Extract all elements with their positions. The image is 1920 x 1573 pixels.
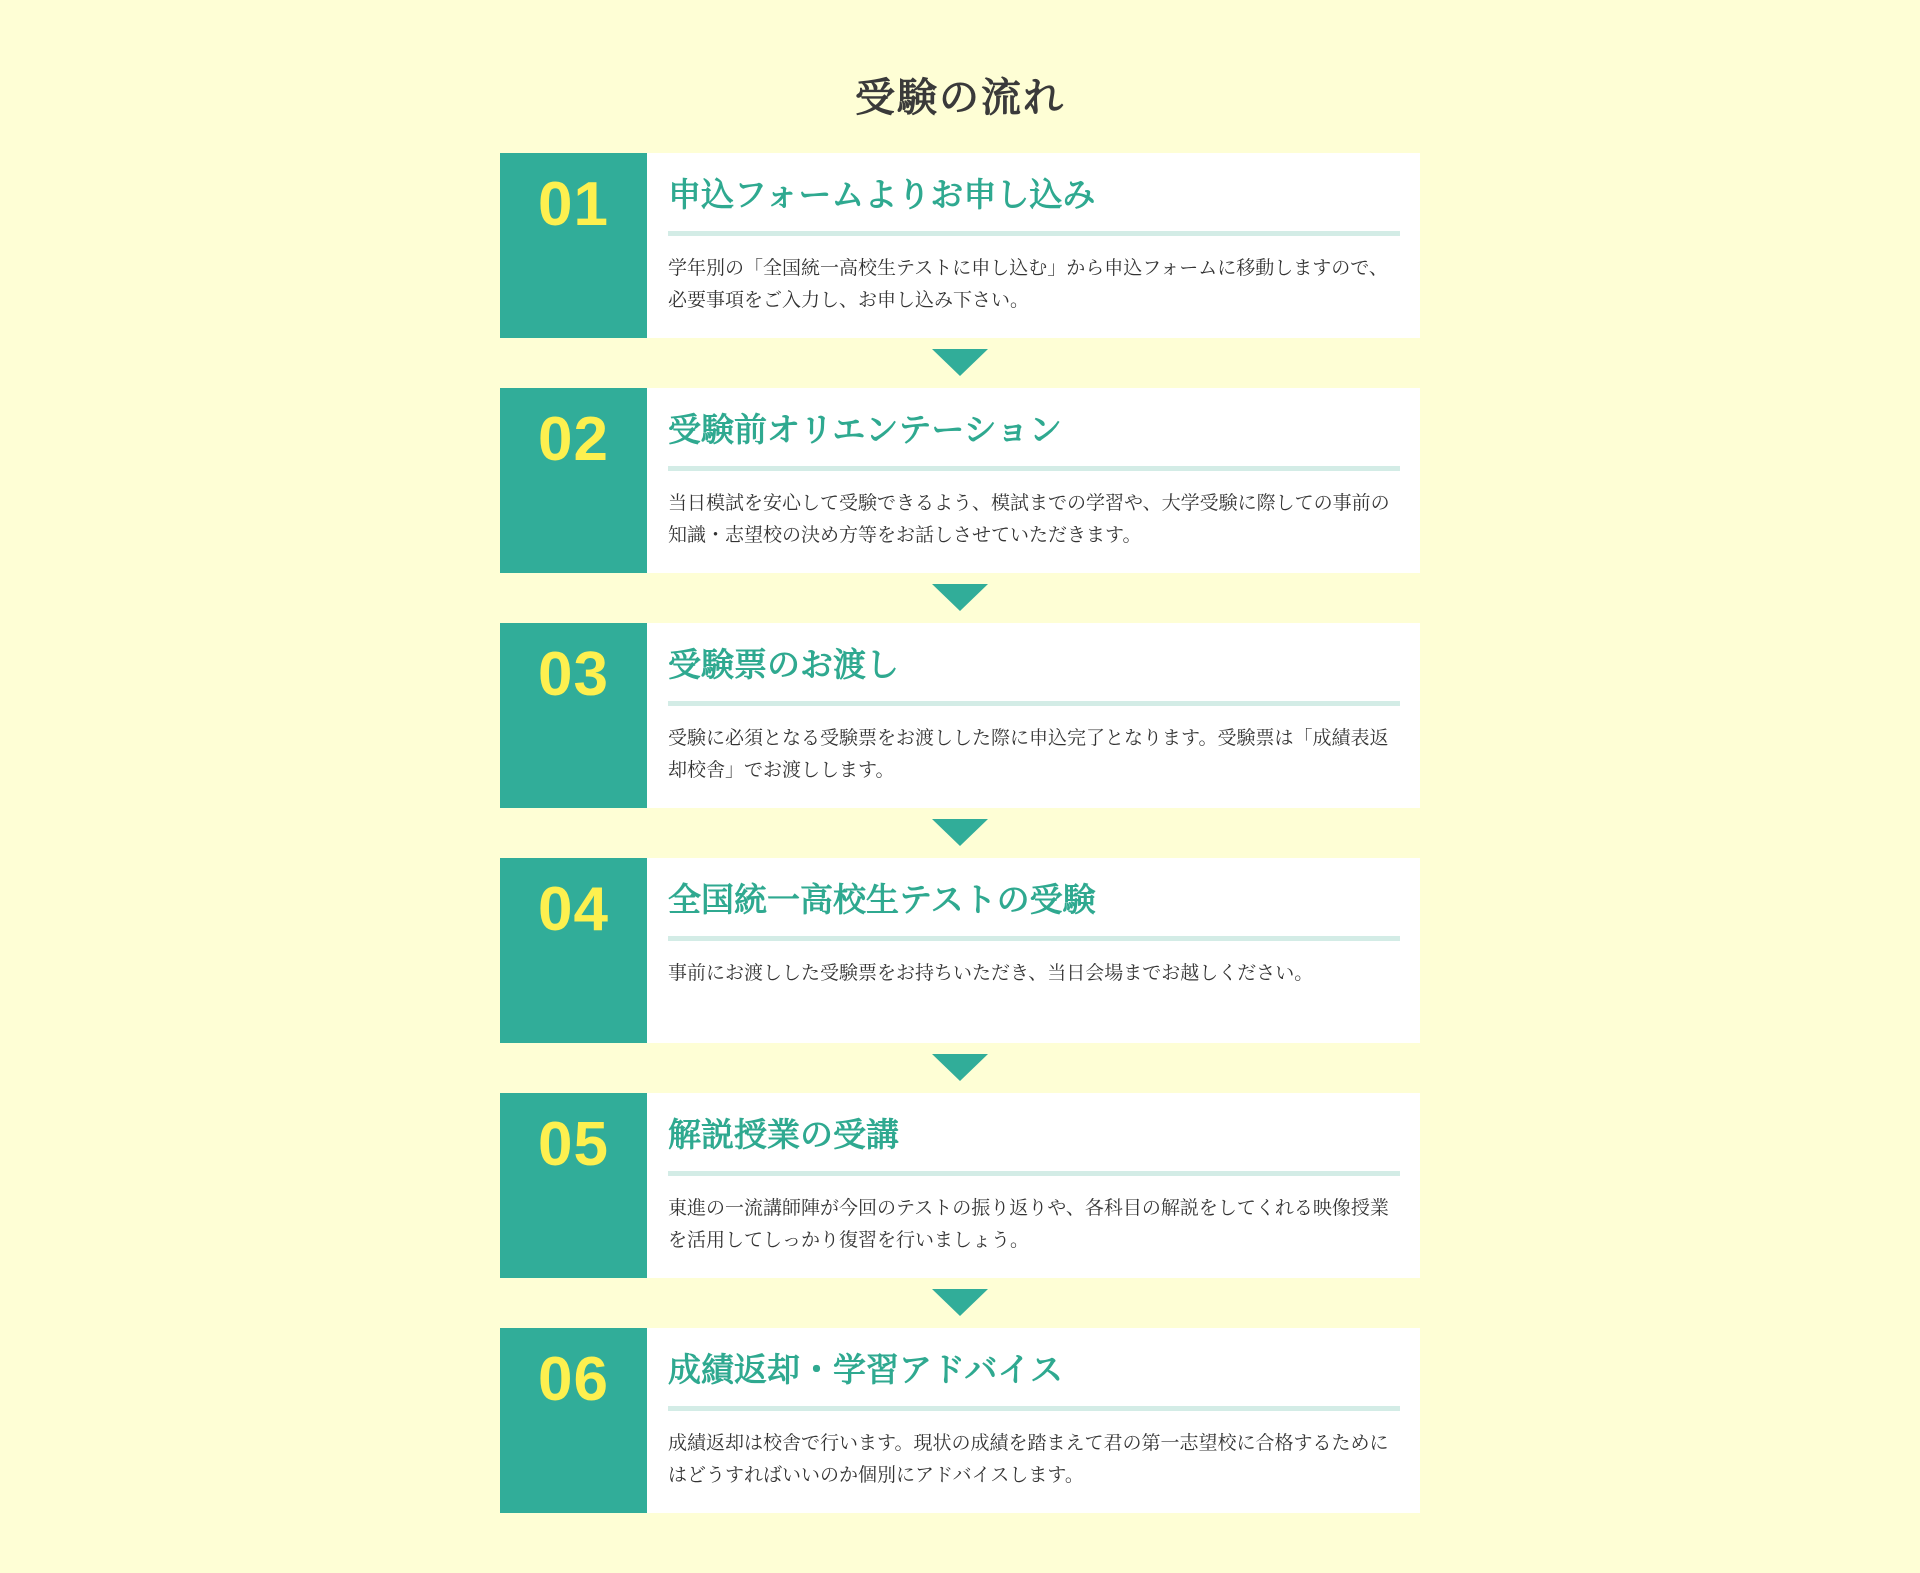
step-number: 02 <box>500 388 647 573</box>
step-body <box>647 153 1420 338</box>
step-number: 01 <box>500 153 647 338</box>
step-card-01 <box>500 153 1420 338</box>
step-description: 東進の一流講師陣が今回のテストの振り返りや、各科目の解説をしてくれる映像授業を活用してしっかり復習を行いましょう。 <box>668 1197 1389 1251</box>
down-arrow-icon <box>932 349 988 376</box>
flow-steps <box>500 153 1420 1513</box>
step-description: 受験に必須となる受験票をお渡しした際に申込完了となります。受験票は「成績表返却校舎」でお渡しします。 <box>668 727 1389 781</box>
page-title: 受験の流れ <box>855 75 1065 121</box>
step-body <box>647 623 1420 808</box>
step-number: 05 <box>500 1093 647 1278</box>
step-body <box>647 1093 1420 1278</box>
down-arrow-icon <box>932 584 988 611</box>
step-card-03 <box>500 623 1420 808</box>
step-description: 当日模試を安心して受験できるよう、模試までの学習や、大学受験に際しての事前の知識・志望校の決め方等をお話しさせていただきます。 <box>668 492 1390 546</box>
step-title: 申込フォームよりお申し込み <box>668 173 1400 236</box>
step-title: 全国統一高校生テストの受験 <box>668 878 1400 941</box>
step-body <box>647 858 1420 1043</box>
down-arrow-icon <box>932 819 988 846</box>
step-body <box>647 388 1420 573</box>
step-card-06 <box>500 1328 1420 1513</box>
step-body <box>647 1328 1420 1513</box>
step-number: 04 <box>500 858 647 1043</box>
step-card-04 <box>500 858 1420 1043</box>
step-title: 成績返却・学習アドバイス <box>668 1348 1400 1411</box>
step-title: 解説授業の受講 <box>668 1113 1400 1176</box>
step-title: 受験前オリエンテーション <box>668 408 1400 471</box>
step-description: 成績返却は校舎で行います。現状の成績を踏まえて君の第一志望校に合格するためにはどうすればいいのか個別にアドバイスします。 <box>668 1432 1389 1486</box>
step-card-05 <box>500 1093 1420 1278</box>
step-description: 事前にお渡しした受験票をお持ちいただき、当日会場までお越しください。 <box>668 962 1314 984</box>
step-card-02 <box>500 388 1420 573</box>
step-description: 学年別の「全国統一高校生テストに申し込む」から申込フォームに移動しますので、必要事項をご入力し、お申し込み下さい。 <box>668 257 1388 311</box>
step-number: 06 <box>500 1328 647 1513</box>
down-arrow-icon <box>932 1289 988 1316</box>
step-title: 受験票のお渡し <box>668 643 1400 706</box>
step-number: 03 <box>500 623 647 808</box>
down-arrow-icon <box>932 1054 988 1081</box>
